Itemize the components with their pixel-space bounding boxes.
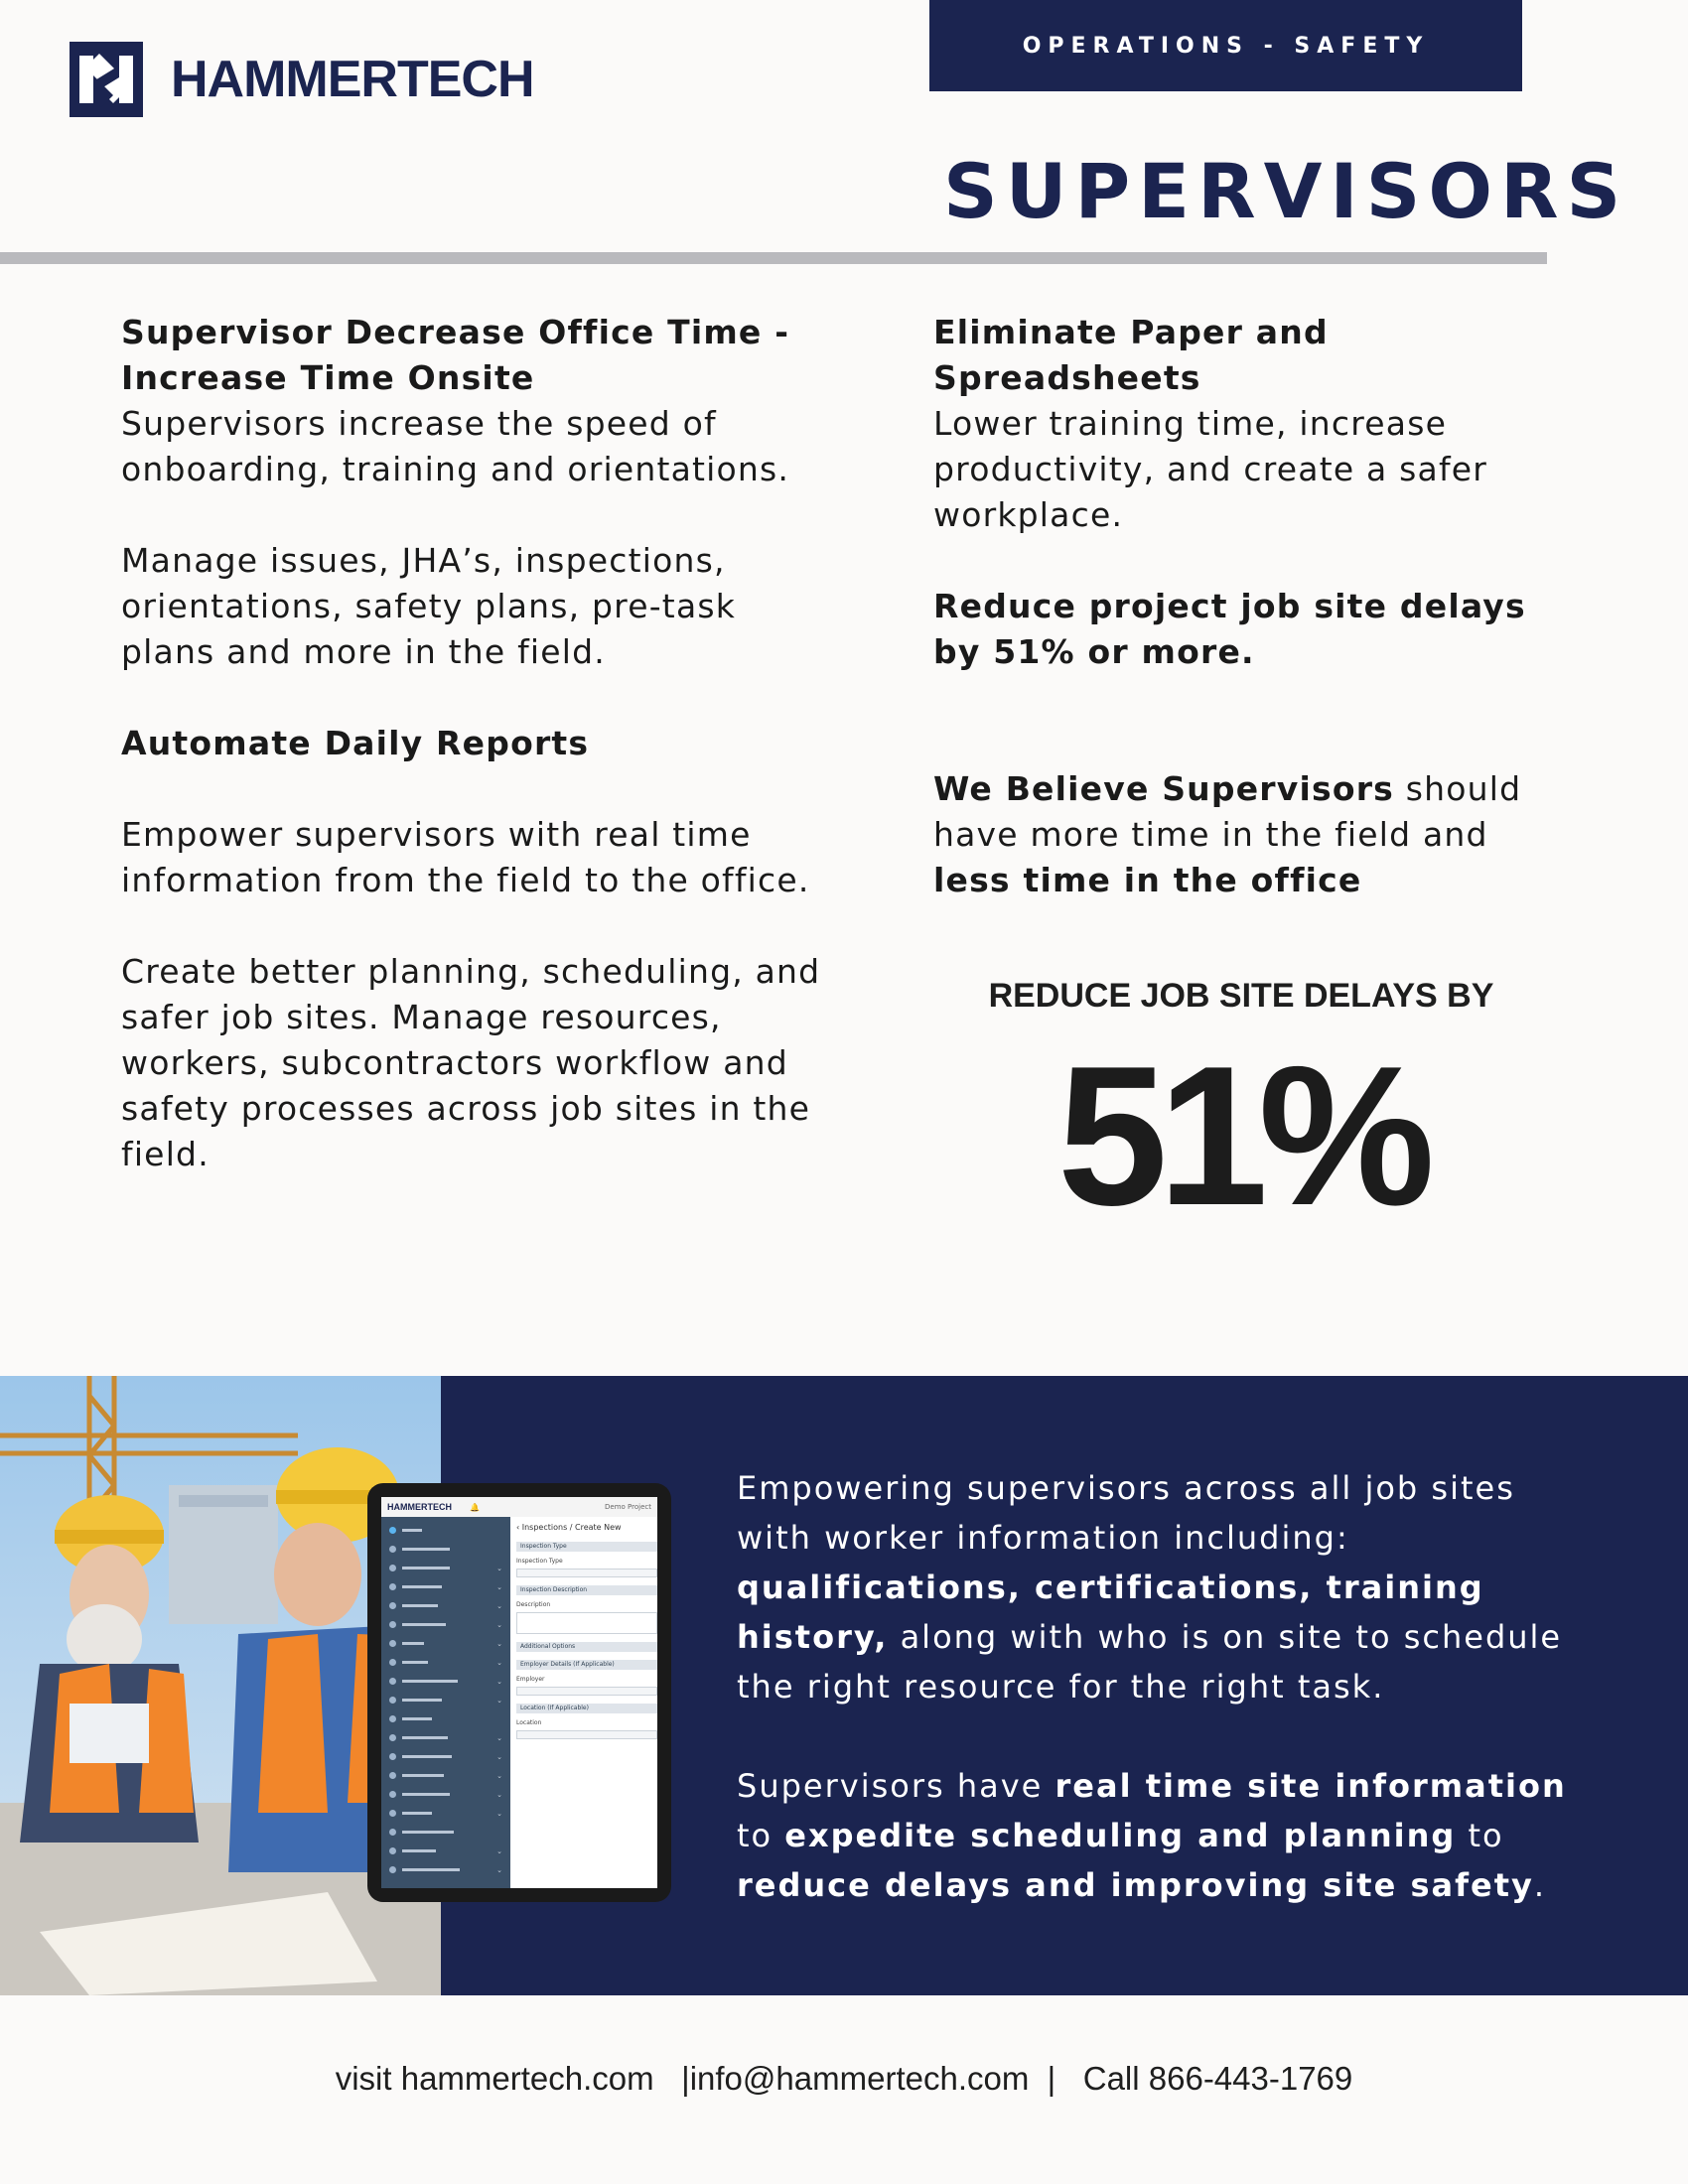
right-p3-bold-2: less time in the office bbox=[933, 861, 1362, 899]
tablet-topbar bbox=[381, 1497, 657, 1517]
band-paragraph-1 bbox=[737, 1463, 1591, 1711]
tablet-sidebar-item bbox=[381, 1823, 510, 1842]
tablet-sidebar-item: ⌄ bbox=[381, 1672, 510, 1691]
bell-icon: 🔔 bbox=[470, 1502, 480, 1512]
tablet-sidebar-item: ⌄ bbox=[381, 1691, 510, 1709]
page-title: SUPERVISORS bbox=[943, 147, 1629, 235]
footer-contact: visit hammertech.com |info@hammertech.com | Call 866-443-1769 bbox=[335, 2060, 1353, 2097]
tablet-screen bbox=[381, 1497, 657, 1888]
tablet-section: Employer Details (If Applicable) bbox=[516, 1660, 657, 1670]
tablet-sidebar-item: ⌄ bbox=[381, 1842, 510, 1860]
band-p1-c: along with who is on site to schedule the right resource for the right task. bbox=[737, 1618, 1563, 1706]
tablet-breadcrumb: ‹ Inspections / Create New bbox=[516, 1523, 622, 1532]
band-p2-bold-1: real time site information bbox=[1055, 1767, 1567, 1805]
left-heading-2: Automate Daily Reports bbox=[121, 724, 590, 762]
band-p2-a: Supervisors have bbox=[737, 1767, 1055, 1805]
tablet-sidebar-item: ⌄ bbox=[381, 1559, 510, 1577]
stat-label: REDUCE JOB SITE DELAYS BY bbox=[988, 977, 1494, 1015]
tablet-sidebar bbox=[381, 1517, 510, 1888]
brand-name: HAMMERTECH bbox=[171, 51, 534, 108]
tablet-mockup bbox=[367, 1483, 671, 1902]
band-p1-a: Empowering supervisors across all job sites with worker information including: bbox=[737, 1469, 1515, 1557]
band-p2-bold-2: expedite scheduling and planning bbox=[784, 1817, 1457, 1854]
tablet-field bbox=[516, 1730, 657, 1739]
tablet-sidebar-item: ⌄ bbox=[381, 1653, 510, 1672]
band-p2-c: to bbox=[737, 1817, 785, 1854]
right-column bbox=[933, 310, 1569, 949]
left-heading: Supervisor Decrease Office Time - Increase Time Onsite bbox=[121, 313, 790, 397]
tablet-section: Inspection Type bbox=[516, 1542, 657, 1552]
band-p2-e: to bbox=[1456, 1817, 1504, 1854]
left-paragraph-1: Supervisors increase the speed of onboarding, training and orientations. bbox=[121, 404, 790, 488]
category-tag: OPERATIONS - SAFETY bbox=[929, 0, 1522, 91]
stat-value: 51% bbox=[1056, 1025, 1426, 1247]
band-p2-g: . bbox=[1533, 1866, 1547, 1904]
hammertech-logo-icon bbox=[70, 42, 143, 117]
tablet-field bbox=[516, 1612, 657, 1634]
tablet-sidebar-item: ⌄ bbox=[381, 1615, 510, 1634]
left-column bbox=[121, 310, 836, 1223]
tablet-label: Location bbox=[516, 1719, 542, 1726]
right-paragraph-1: Lower training time, increase productivity, and create a safer workplace. bbox=[933, 404, 1488, 534]
tablet-form bbox=[516, 1523, 657, 1888]
left-paragraph-4: Create better planning, scheduling, and safer job sites. Manage resources, workers, subcontractors workflow and safety processes across job sites in the field. bbox=[121, 952, 821, 1173]
right-heading: Eliminate Paper and Spreadsheets bbox=[933, 313, 1329, 397]
tablet-sidebar-item: ⌄ bbox=[381, 1785, 510, 1804]
divider bbox=[0, 252, 1547, 264]
tablet-label: Employer bbox=[516, 1676, 545, 1683]
tablet-sidebar-item: ⌄ bbox=[381, 1596, 510, 1615]
right-paragraph-2: Reduce project job site delays by 51% or more. bbox=[933, 587, 1526, 671]
left-paragraph-2: Manage issues, JHA’s, inspections, orientations, safety plans, pre-task plans and more in the field. bbox=[121, 541, 737, 671]
tablet-sidebar-item bbox=[381, 1540, 510, 1559]
band-p2-bold-3: reduce delays and improving site safety bbox=[737, 1866, 1534, 1904]
tablet-section: Location (If Applicable) bbox=[516, 1704, 657, 1713]
tablet-sidebar-item: ⌄ bbox=[381, 1766, 510, 1785]
tablet-sidebar-item: ⌄ bbox=[381, 1634, 510, 1653]
tablet-label: Description bbox=[516, 1601, 551, 1608]
tablet-sidebar-item: ⌄ bbox=[381, 1860, 510, 1879]
right-p3-bold-1: We Believe Supervisors bbox=[933, 769, 1395, 808]
band-text bbox=[737, 1463, 1591, 1960]
tablet-section: Inspection Description bbox=[516, 1585, 657, 1595]
tablet-sidebar-item: ⌄ bbox=[381, 1728, 510, 1747]
left-paragraph-3: Empower supervisors with real time information from the field to the office. bbox=[121, 815, 810, 899]
tablet-brand: HAMMERTECH bbox=[387, 1502, 452, 1512]
tablet-sidebar-item: ⌄ bbox=[381, 1804, 510, 1823]
tablet-sidebar-item: ⌄ bbox=[381, 1577, 510, 1596]
band-paragraph-2 bbox=[737, 1761, 1591, 1910]
tablet-project: Demo Project bbox=[605, 1503, 651, 1511]
right-paragraph-3 bbox=[933, 766, 1569, 903]
tablet-sidebar-item bbox=[381, 1521, 510, 1540]
tablet-section: Additional Options bbox=[516, 1642, 657, 1652]
tablet-field bbox=[516, 1687, 657, 1696]
brand-logo bbox=[70, 42, 534, 117]
tablet-field bbox=[516, 1569, 657, 1577]
tablet-label: Inspection Type bbox=[516, 1558, 563, 1565]
tablet-sidebar-item: ⌄ bbox=[381, 1747, 510, 1766]
right-p3-mid: should have more time in the field and bbox=[933, 769, 1522, 854]
tablet-sidebar-item bbox=[381, 1709, 510, 1728]
band-p1-bold: qualifications, certifications, training history, bbox=[737, 1569, 1484, 1656]
